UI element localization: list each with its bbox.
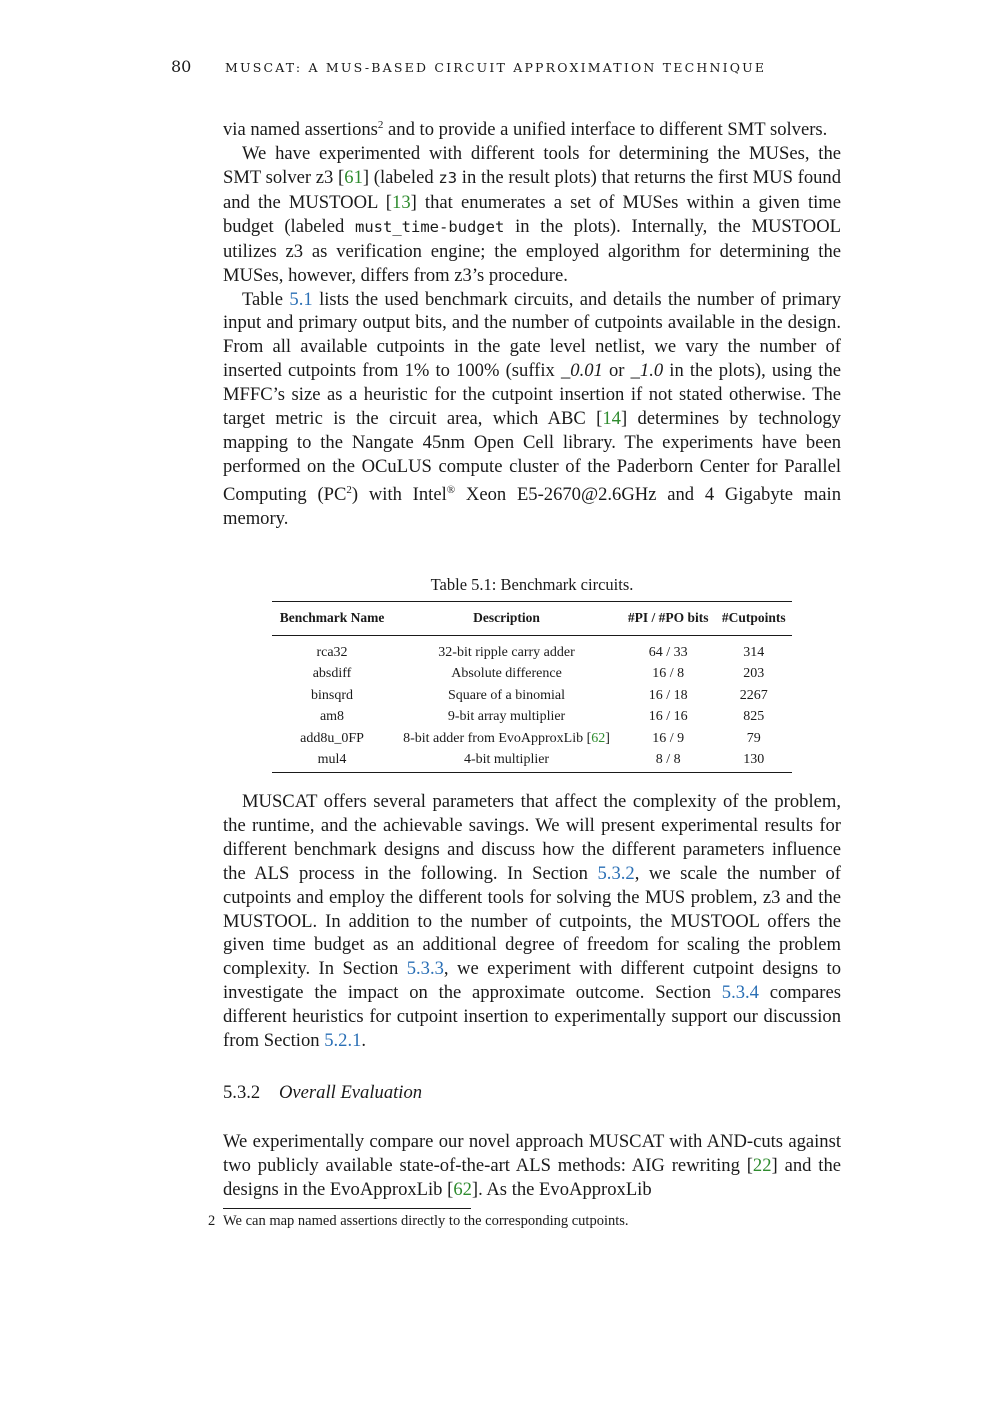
col-cutpoints: #Cutpoints [715,602,792,636]
table-caption: Table 5.1: Benchmark circuits. [430,575,634,594]
table-row: am8 9-bit array multiplier 16 / 16 825 [319,709,765,725]
section-ref-link[interactable]: 5.2.1 [324,1030,362,1052]
table-row: absdiff Absolute difference 16 / 8 203 [312,666,765,682]
section-heading [223,1082,422,1104]
running-header [171,57,766,76]
citation-link[interactable]: 62 [453,1178,472,1200]
footnote-marker[interactable]: 2 [377,119,384,131]
citation-link[interactable]: 13 [392,191,411,213]
table-row: binsqrd Square of a binomial 16 / 18 2267 [311,687,768,703]
body-top [223,114,841,531]
body-bottom [223,1130,841,1202]
section-number: 5.3.2 [223,1082,261,1103]
footnote-rule [223,1208,471,1209]
section-title: Overall Evaluation [279,1082,423,1103]
running-title: MUSCAT: A MUS-BASED CIRCUIT APPROXIMATION TECHNIQUE [225,60,767,75]
table-row: mul4 4-bit multiplier 8 / 8 130 [272,750,792,773]
table-row: add8u_0FP 8-bit adder from EvoApproxLib [62] 16 / 9 79 [300,730,761,746]
col-benchmark-name: Benchmark Name [272,602,392,636]
paragraph-3: Table 5.1 lists the used benchmark circuits, and details the number of primary input and primary output bits, and the number of cutpoints available in the design. From all available cutpoints in the gate level netlist, we vary the number of inserted cutpoints from 1% to 100% (suffix _0.01 or _1.0 in the plots), using the MFFC’s size as a heuristic for the cutpoint insertion if not stated otherwise. The target metric is the circuit area, which ABC [14] determines by technology mapping to the Nangate 45nm Open Cell library. The experiments have been performed on the OCuLUS compute cluster of the Paderborn Center for Parallel Computing $(PC^2)$ with Intel® Xeon E5-2670@2.6GHz and 4 Gigabyte main memory. [223,288,842,529]
body-middle [223,790,841,1053]
footnote-number: 2 [208,1213,216,1229]
paragraph-1: via named assertions$^2$ and to provide a unified interface to different SMT solvers. [223,119,828,141]
paragraph-5: We experimentally compare our novel approach MUSCAT with AND-cuts against two publicly available state-of-the-art ALS methods: AIG rewriting [22] and the designs in the EvoApproxLib [62]. As the EvoApproxLib [223,1131,841,1200]
paragraph-4: MUSCAT offers several parameters that affect the complexity of the problem, the runtime, and the achievable savings. We will present experimental results for different benchmark designs and discuss how the different parameters influence the ALS process in the following. In Section 5.3.2, we scale the number of cutpoints and employ the different tools for solving the MUS problem, z3 and the MUSTOOL. In addition to the number of cutpoints, the MUSTOOL offers the given time budget as an additional degree of freedom for scaling the problem complexity. In Section 5.3.3, we experiment with different cutpoint designs to investigate the impact on the approximate outcome. Section 5.3.4 compares different heuristics for cutpoint insertion to experimentally support our discussion from Section 5.2.1. [223,791,842,1052]
paragraph-2: We have experimented with different tools for determining the MUSes, the SMT solver z3 [61] (labeled z3 in the result plots) that returns the first MUS found and the MUSTOOL [13] that enumerates a set of MUSes within a given time budget (labeled must_time-budget in the plots). Internally, the MUSTOOL utilizes z3 as verification engine; the employed algorithm for determining the MUSes, however, differs from z3’s procedure. [223,143,842,286]
citation-link[interactable]: 61 [344,167,363,188]
citation-link[interactable]: 62 [591,730,606,746]
benchmark-table [272,601,792,773]
code-label: must_time-budget [355,217,505,236]
citation-link[interactable]: 22 [752,1154,772,1176]
section-ref-link[interactable]: 5.3.4 [721,982,759,1004]
footnote-text: We can map named assertions directly to the corresponding cutpoints. [223,1213,629,1229]
citation-link[interactable]: 14 [602,408,621,430]
section-ref-link[interactable]: 5.3.2 [597,862,635,884]
table-row: rca32 32-bit ripple carry adder 64 / 33 314 [316,644,765,660]
page-number: 80 [171,57,192,76]
footnote [208,1213,629,1230]
col-description: Description [392,602,621,636]
col-pi-po-bits: #PI / #PO bits [621,602,715,636]
section-ref-link[interactable]: 5.3.3 [406,958,444,980]
table-header-row [272,602,792,636]
table-ref-link[interactable]: 5.1 [289,288,313,310]
code-label: z3 [438,169,458,187]
